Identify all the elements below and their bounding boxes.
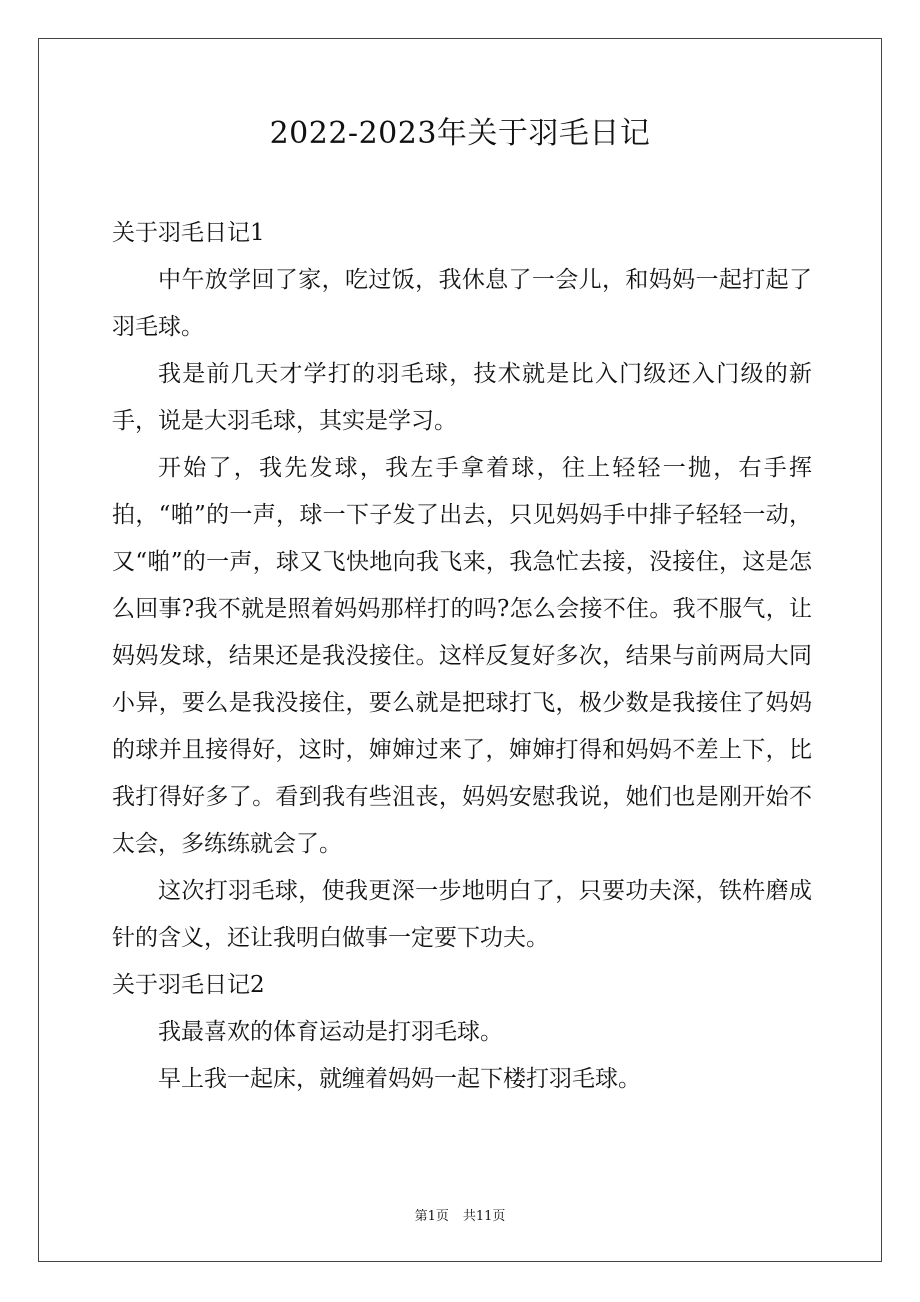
paragraph: 开始了，我先发球，我左手拿着球，往上轻轻一抛，右手挥拍，“啪”的一声，球一下子发了出去，只见妈妈手中排子轻轻一动，又“啪”的一声，球又飞快地向我飞来，我急忙去接，没接住，这是怎么回事?我不就是照着妈妈那样打的吗?怎么会接不住。我不服气，让妈妈发球，结果还是我没接住。这样反复好多次，结果与前两局大同小异，要么是我没接住，要么就是把球打飞，极少数是我接住了妈妈的球并且接得好，这时，婶婶过来了，婶婶打得和妈妈不差上下，比我打得好多了。看到我有些沮丧，妈妈安慰我说，她们也是刚开始不太会，多练练就会了。 [112,455,812,857]
page-footer [0,1208,920,1226]
document-title: 2022-2023年关于羽毛日记 [269,116,651,151]
paragraph: 这次打羽毛球，使我更深一步地明白了，只要功夫深，铁杵磨成针的含义，还让我明白做事一定要下功夫。 [112,878,812,951]
paragraph: 我是前几天才学打的羽毛球，技术就是比入门级还入门级的新手，说是大羽毛球，其实是学习。 [112,361,812,434]
document-body [112,210,812,1103]
section-heading-1: 关于羽毛日记1 [112,220,265,246]
paragraph: 早上我一起床，就缠着妈妈一起下楼打羽毛球。 [158,1066,641,1092]
page-total: 共11页 [462,1209,506,1224]
paragraph: 我最喜欢的体育运动是打羽毛球。 [158,1019,503,1045]
section-heading-2: 关于羽毛日记2 [112,972,265,998]
page-number: 第1页 [414,1209,449,1224]
paragraph: 中午放学回了家，吃过饭，我休息了一会儿，和妈妈一起打起了羽毛球。 [112,267,812,340]
